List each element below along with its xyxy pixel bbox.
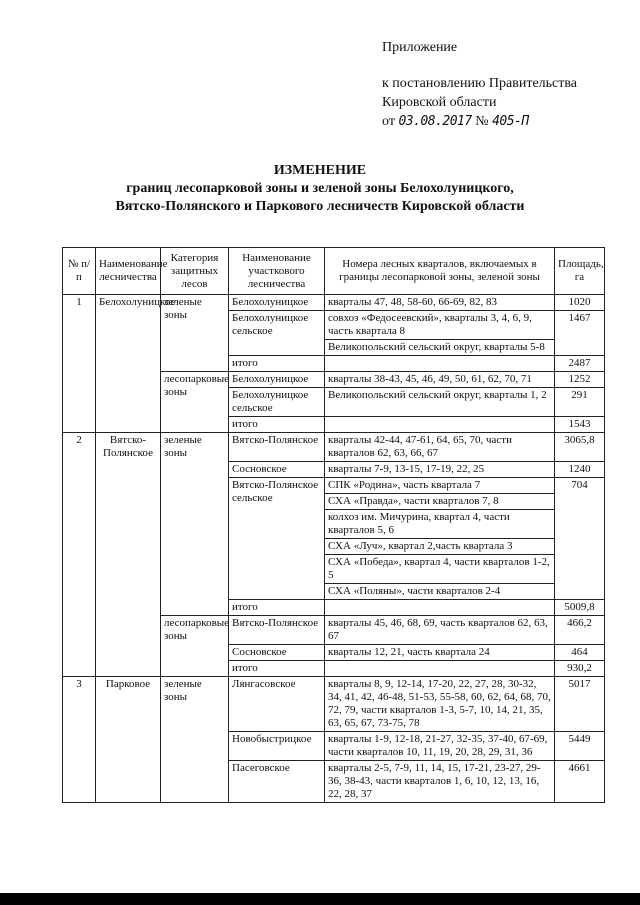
sub-forestry: Белохолуницкое сельское: [229, 311, 325, 356]
quarters: Великопольский сельский округ, кварталы 1, 2: [325, 388, 555, 417]
forest-category: зеленые зоны: [161, 433, 229, 616]
total-area: 5009,8: [555, 600, 605, 616]
area: 466,2: [555, 616, 605, 645]
sub-forestry: Белохолуницкое: [229, 295, 325, 311]
quarters: СПК «Родина», часть квартала 7: [325, 478, 555, 494]
quarters: совхоз «Федосеевский», кварталы 3, 4, 6, 9, часть квартала 8: [325, 311, 555, 340]
quarters: кварталы 1-9, 12-18, 21-27, 32-35, 37-40, 67-69, части кварталов 10, 11, 19, 20, 28, 29, 31, 36: [325, 732, 555, 761]
document-title: [0, 162, 640, 216]
sub-forestry: Новобыстрицкое: [229, 732, 325, 761]
header-cell: № п/п: [63, 248, 96, 295]
appendix-date-line: от 03.08.2017 № 405-П: [382, 114, 529, 129]
forest-category: лесопарковые зоны: [161, 616, 229, 677]
forest-category: лесопарковые зоны: [161, 372, 229, 433]
total-area: 1543: [555, 417, 605, 433]
quarters: кварталы 12, 21, часть квартала 24: [325, 645, 555, 661]
header-cell: Номера лесных кварталов, включаемых в границы лесопарковой зоны, зеленой зоны: [325, 248, 555, 295]
header-cell: Категория защитных лесов: [161, 248, 229, 295]
total-label: итого: [229, 661, 325, 677]
header-cell: Наименование лесничества: [96, 248, 161, 295]
appendix-title: Приложение: [382, 40, 458, 55]
total-label: итого: [229, 417, 325, 433]
sub-forestry: Белохолуницкое сельское: [229, 388, 325, 417]
quarters: кварталы 38-43, 45, 46, 49, 50, 61, 62, 70, 71: [325, 372, 555, 388]
sub-forestry: Вятско-Полянское: [229, 616, 325, 645]
sub-forestry: Пасеговское: [229, 761, 325, 803]
quarters: кварталы 8, 9, 12-14, 17-20, 22, 27, 28, 30-32, 34, 41, 42, 46-48, 51-53, 55-58, 60, 62, 64, 68, 70, 72, 79, части кварталов 1-3, 5-7, 10, 14, 21, 35, 63, 65, 67, 73-75, 78: [325, 677, 555, 732]
quarters: СХА «Поляны», части кварталов 2-4: [325, 584, 555, 600]
total-label: итого: [229, 600, 325, 616]
sub-forestry: Сосновское: [229, 645, 325, 661]
quarters: СХА «Правда», части кварталов 7, 8: [325, 494, 555, 510]
header-cell: Площадь, га: [555, 248, 605, 295]
table-row: [63, 677, 605, 732]
area: 4661: [555, 761, 605, 803]
total-area: 930,2: [555, 661, 605, 677]
area: 1467: [555, 311, 605, 356]
boundaries-table: [62, 247, 605, 803]
appendix-block: [382, 38, 577, 131]
appendix-line: к постановлению Правительства: [382, 76, 578, 91]
sub-forestry: Вятско-Полянское сельское: [229, 478, 325, 600]
area: 704: [555, 478, 605, 600]
row-number: 3: [63, 677, 96, 803]
area: 464: [555, 645, 605, 661]
quarters: кварталы 2-5, 7-9, 11, 14, 15, 17-21, 23-27, 29-36, 38-43, части кварталов 1, 6, 10, 12, 13, 16, 22, 28, 37: [325, 761, 555, 803]
forestry-name: Белохолуницкое: [96, 295, 161, 433]
quarters: СХА «Победа», квартал 4, части кварталов 1-2, 5: [325, 555, 555, 584]
quarters: кварталы 42-44, 47-61, 64, 65, 70, части кварталов 62, 63, 66, 67: [325, 433, 555, 462]
sub-forestry: Сосновское: [229, 462, 325, 478]
title-sub: Вятско-Полянского и Паркового лесничеств Кировской области: [115, 199, 525, 214]
handwritten-number: 405-П: [492, 114, 529, 129]
handwritten-date: 03.08.2017: [398, 114, 472, 129]
total-area: 2487: [555, 356, 605, 372]
title-sub: границ лесопарковой зоны и зеленой зоны Белохолуницкого,: [126, 181, 514, 196]
table-row: [63, 433, 605, 462]
sub-forestry: Вятско-Полянское: [229, 433, 325, 462]
title-main: ИЗМЕНЕНИЕ: [273, 163, 367, 178]
header-cell: Наименование участкового лесничества: [229, 248, 325, 295]
table-row: [63, 295, 605, 311]
forest-category: зеленые зоны: [161, 295, 229, 372]
total-label: итого: [229, 356, 325, 372]
sub-forestry: Лянгасовское: [229, 677, 325, 732]
row-number: 2: [63, 433, 96, 677]
area: 5017: [555, 677, 605, 732]
forestry-name: Парковое: [96, 677, 161, 803]
row-number: 1: [63, 295, 96, 433]
quarters: Великопольский сельский округ, кварталы 5-8: [325, 340, 555, 356]
area: 3065,8: [555, 433, 605, 462]
forestry-name: Вятско-Полянское: [96, 433, 161, 677]
quarters: кварталы 47, 48, 58-60, 66-69, 82, 83: [325, 295, 555, 311]
appendix-line: Кировской области: [382, 95, 497, 110]
scan-bottom-edge: [0, 893, 640, 905]
quarters: кварталы 7-9, 13-15, 17-19, 22, 25: [325, 462, 555, 478]
area: 1240: [555, 462, 605, 478]
area: 291: [555, 388, 605, 417]
sub-forestry: Белохолуницкое: [229, 372, 325, 388]
forest-category: зеленые зоны: [161, 677, 229, 803]
table-header-row: [63, 248, 605, 295]
area: 1020: [555, 295, 605, 311]
area: 1252: [555, 372, 605, 388]
quarters: колхоз им. Мичурина, квартал 4, части кварталов 5, 6: [325, 510, 555, 539]
area: 5449: [555, 732, 605, 761]
quarters: кварталы 45, 46, 68, 69, часть кварталов 62, 63, 67: [325, 616, 555, 645]
quarters: СХА «Луч», квартал 2,часть квартала 3: [325, 539, 555, 555]
